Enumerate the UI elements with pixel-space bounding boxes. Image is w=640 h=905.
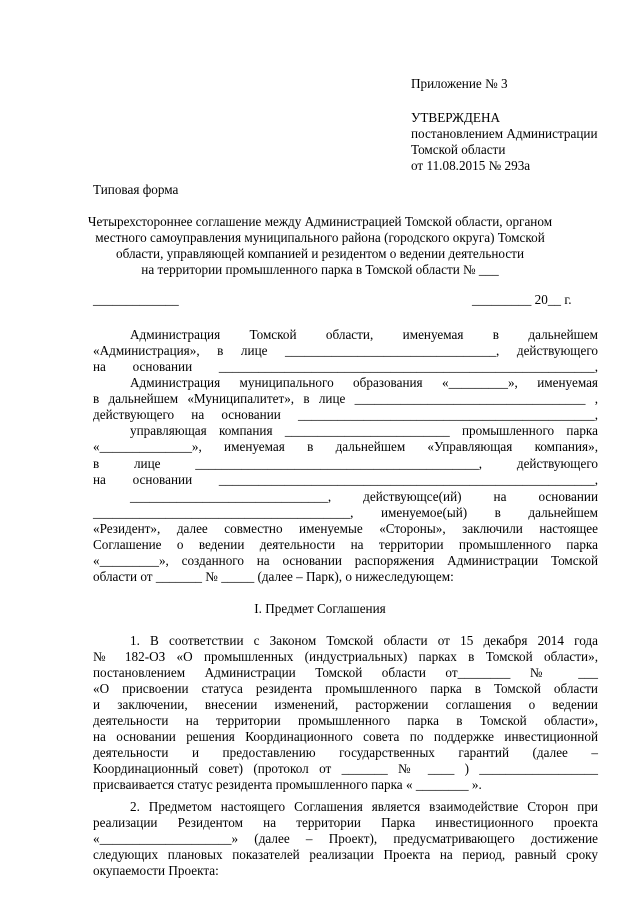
preamble-line: «Резидент», далее совместно именуемые «Стороны», заключили настоящее [93, 521, 598, 536]
preamble-line: Администрация Томской области, именуемая в дальнейшем [130, 327, 598, 342]
clause-2-line: окупаемости Проекта: [93, 863, 219, 878]
preamble-line: Соглашение о ведении деятельности на территории промышленного парка [93, 537, 598, 552]
title-line-1: Четырехстороннее соглашение между Администрацией Томской области, органом [87, 214, 553, 229]
clause-1-line: и заключении, внесении изменений, расторжении соглашения о ведении [93, 697, 598, 712]
title-line-4: на территории промышленного парка в Томской области № ___ [141, 262, 499, 277]
clause-1-line: Координационный совет) (протокол от _______ № ____ ) __________________ [93, 761, 598, 776]
approval-date: от 11.08.2015 № 293а [411, 158, 531, 173]
preamble-line: в дальнейшем «Муниципалитет», в лице ___________________________________ , [93, 391, 598, 406]
preamble-line: ______________________________, действующсе(ий) на основании [130, 489, 598, 504]
preamble-line: области от _______ № _____ (далее – Парк), о нижеследующем: [93, 569, 454, 584]
preamble-line: в лице ___________________________________________, действующего [93, 456, 598, 471]
preamble-line: Администрация муниципального образования «_________», именуемая [130, 375, 598, 390]
clause-1-line: постановлением Администрации Томской области от________ № ___ [93, 665, 598, 680]
preamble-line: управляющая компания _________________________ промышленного парка [130, 423, 598, 438]
preamble-line: «______________», именуемая в дальнейшем «Управляющая компания», [93, 439, 598, 454]
appendix-number: Приложение № 3 [411, 76, 508, 91]
clause-1-line: «О присвоении статуса резидента промышленного парка в Томской области [93, 681, 598, 696]
clause-2-line: следующих плановых показателей реализации Проекта на период, равный сроку [93, 847, 598, 862]
title-line-3: области, управляющей компанией и резидентом о ведении деятельности [115, 246, 524, 261]
preamble-line: _______________________________________, именуемое(ый) в дальнейшем [93, 505, 598, 520]
clause-1-line: № 182-ОЗ «О промышленных (индустриальных) парках в Томской области», [93, 649, 598, 664]
clause-2-line: 2. Предметом настоящего Соглашения является взаимодействие Сторон при [130, 799, 598, 814]
preamble-line: действующего на основании _____________________________________________, [93, 407, 598, 422]
clause-2-line: «____________________» (далее – Проект), предусматривающего достижение [93, 831, 598, 846]
preamble-line: на основании _________________________________________________________, [93, 472, 598, 487]
clause-1-line: деятельности на территории промышленного парка в Томской области», [93, 713, 598, 728]
clause-1-line: 1. В соответствии с Законом Томской области от 15 декабря 2014 года [130, 633, 598, 648]
clause-2-line: реализации Резидентом на территории Парка инвестиционного проекта [93, 815, 598, 830]
form-label: Типовая форма [93, 182, 179, 197]
preamble-line: «_________», созданного на основании распоряжения Администрации Томской [93, 553, 598, 568]
approved-by-line1: постановлением Администрации [411, 126, 598, 141]
section-heading: I. Предмет Соглашения [254, 601, 386, 616]
title-line-2: местного самоуправления муниципального района (городского округа) Томской [95, 230, 545, 245]
approved-by-line2: Томской области [411, 142, 506, 157]
preamble-line: «Администрация», в лице ________________________________, действующего [93, 343, 598, 358]
place-field: _____________ [93, 292, 179, 307]
preamble-line: на основании _________________________________________________________, [93, 359, 598, 374]
agreement-date-field: _________ 20__ г. [472, 292, 572, 307]
clause-1-line: присваивается статус резидента промышленного парка « ________ ». [93, 777, 482, 792]
approved-stamp: УТВЕРЖДЕНА [411, 110, 501, 125]
clause-1-line: деятельности и предоставлению государственных гарантий (далее – [93, 745, 598, 760]
clause-1-line: на основании решения Координационного совета по поддержке инвестиционной [93, 729, 598, 744]
